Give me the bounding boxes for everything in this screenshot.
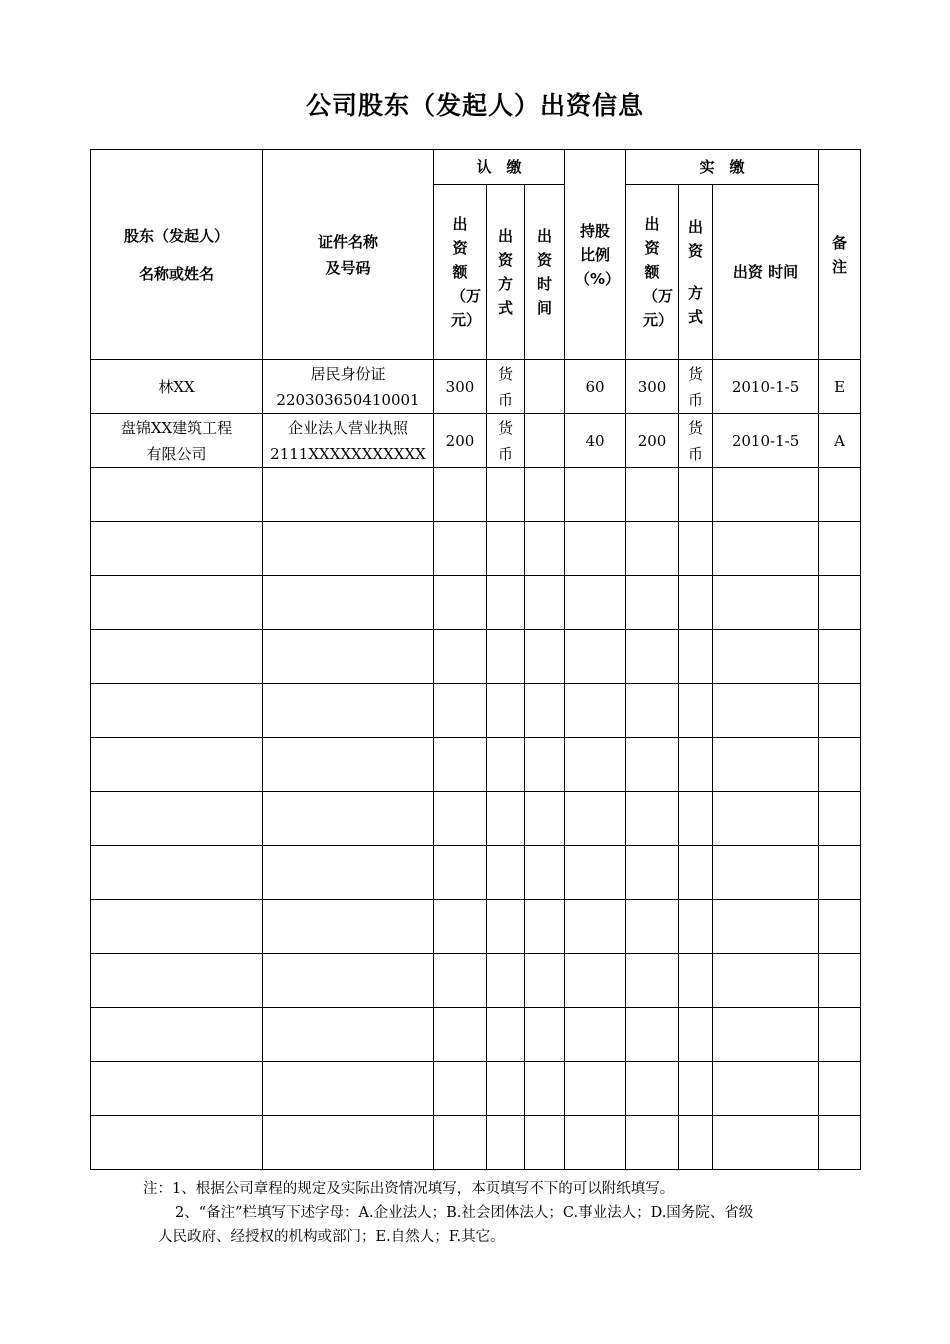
cell-remark: A — [819, 414, 861, 468]
header-sub-method: 出资方式 — [487, 185, 525, 360]
cell-paid-method: 货 币 — [679, 360, 713, 414]
header-shareholder: 股东（发起人） 名称或姓名 — [91, 150, 263, 360]
empty-row — [91, 846, 861, 900]
empty-row — [91, 792, 861, 846]
empty-row — [91, 738, 861, 792]
cell-sub-method: 货 币 — [487, 414, 525, 468]
empty-row — [91, 900, 861, 954]
empty-row — [91, 684, 861, 738]
empty-row — [91, 1008, 861, 1062]
header-sub-time: 出资时间 — [525, 185, 565, 360]
header-paid-time: 出资 时间 — [713, 185, 819, 360]
cell-ratio: 60 — [565, 360, 626, 414]
cell-paid-amount: 200 — [626, 414, 679, 468]
cell-sub-time — [525, 414, 565, 468]
cell-cert: 居民身份证 220303650410001 — [263, 360, 434, 414]
empty-row — [91, 468, 861, 522]
cell-sub-time — [525, 360, 565, 414]
cell-paid-time: 2010-1-5 — [713, 414, 819, 468]
page-title: 公司股东（发起人）出资信息 — [305, 91, 644, 120]
header-certificate: 证件名称 及号码 — [263, 150, 434, 360]
cell-name: 林XX — [91, 360, 263, 414]
cell-paid-time: 2010-1-5 — [713, 360, 819, 414]
table-row — [91, 360, 861, 414]
header-remark: 备注 — [819, 150, 861, 360]
empty-row — [91, 630, 861, 684]
cell-sub-amount: 300 — [434, 360, 487, 414]
header-subscribed: 认 缴 — [434, 150, 565, 185]
contribution-table — [90, 149, 861, 1170]
header-paid-amount: 出资额（万元） — [626, 185, 679, 360]
empty-row — [91, 576, 861, 630]
note-line-3: 人民政府、经授权的机构或部门；E.自然人；F.其它。 — [158, 1229, 505, 1245]
header-sub-amount: 出资额（万元） — [434, 185, 487, 360]
note-line-1: 注：1、根据公司章程的规定及实际出资情况填写，本页填写不下的可以附纸填写。 — [143, 1181, 675, 1197]
empty-row — [91, 522, 861, 576]
cell-sub-amount: 200 — [434, 414, 487, 468]
cell-paid-amount: 300 — [626, 360, 679, 414]
empty-row — [91, 1062, 861, 1116]
header-paid: 实 缴 — [626, 150, 819, 185]
table-row — [91, 414, 861, 468]
empty-row — [91, 954, 861, 1008]
cell-cert: 企业法人营业执照 2111XXXXXXXXXXX — [263, 414, 434, 468]
cell-paid-method: 货 币 — [679, 414, 713, 468]
cell-name: 盘锦XX建筑工程 有限公司 — [91, 414, 263, 468]
note-line-2: 2、“备注”栏填写下述字母：A.企业法人；B.社会团体法人；C.事业法人；D.国务院、省级 — [175, 1205, 754, 1221]
cell-sub-method: 货 币 — [487, 360, 525, 414]
cell-remark: E — [819, 360, 861, 414]
empty-row — [91, 1116, 861, 1170]
cell-ratio: 40 — [565, 414, 626, 468]
header-paid-method: 出资 方式 — [679, 185, 713, 360]
header-ratio: 持股比例（%） — [565, 150, 626, 360]
